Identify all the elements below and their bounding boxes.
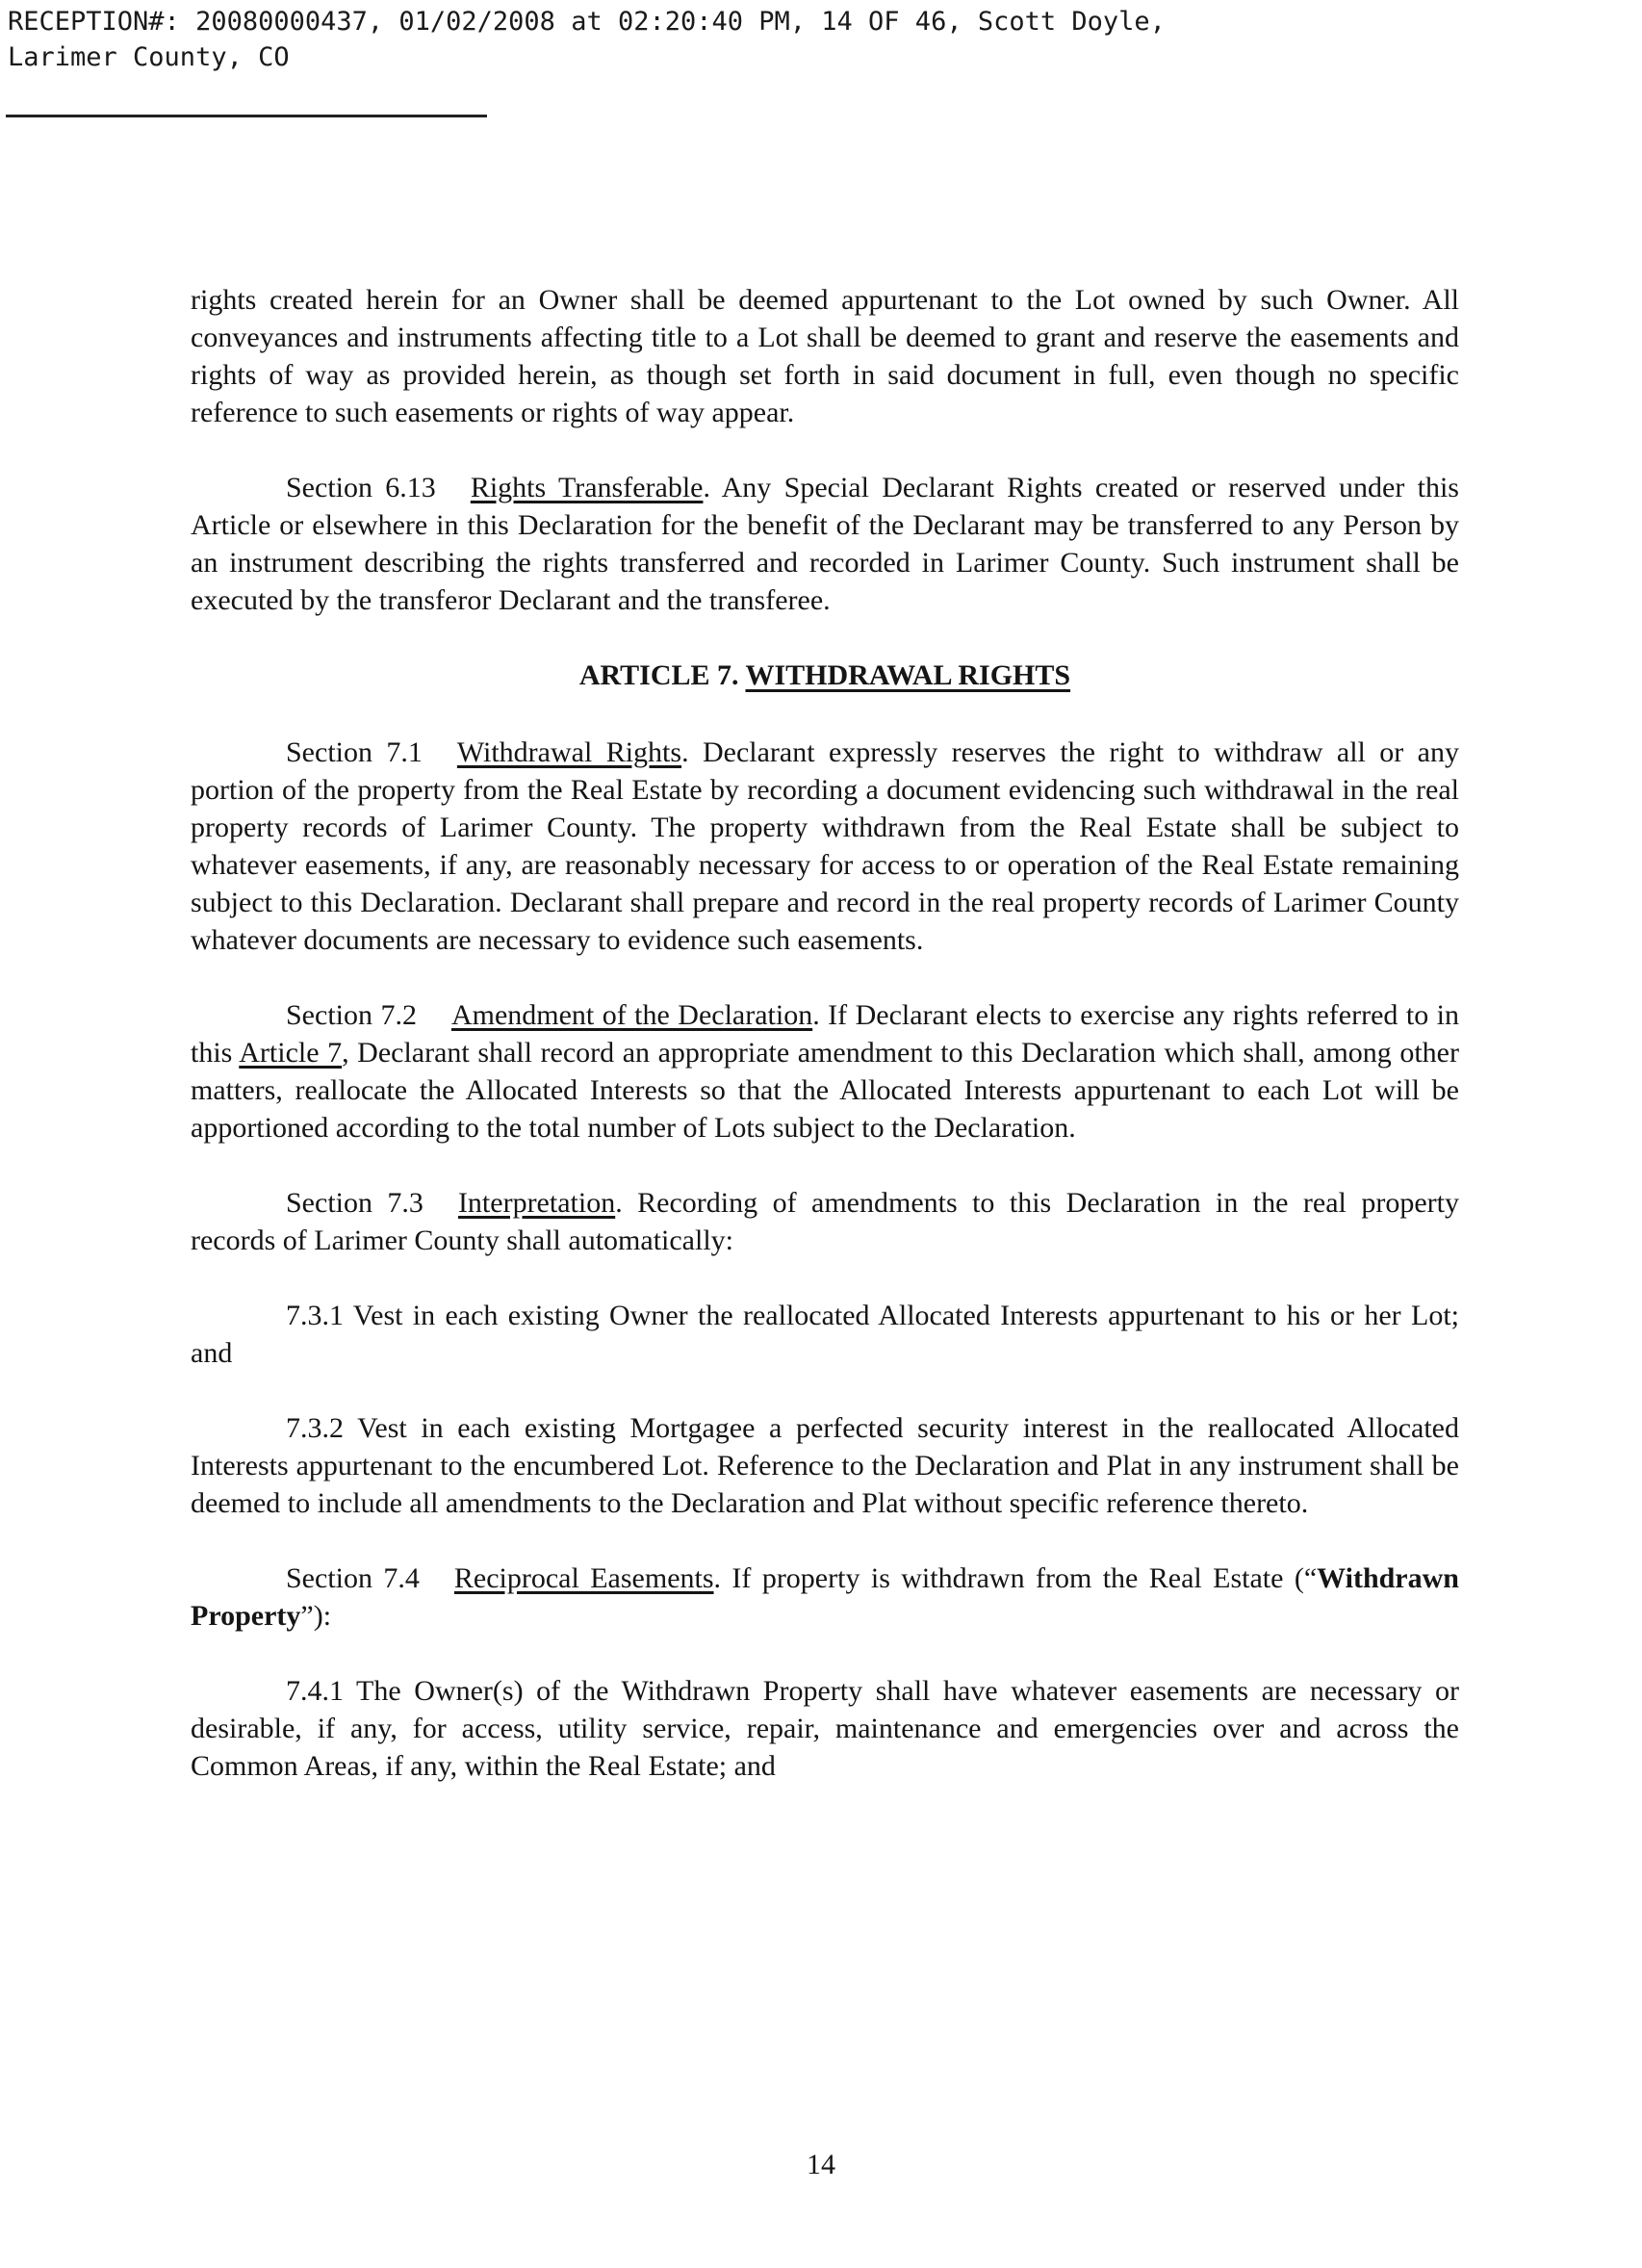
section-7-4-defined-term: Withdrawn Property (191, 1562, 1459, 1632)
section-7-2-title: Amendment of the Declaration (450, 999, 813, 1031)
section-6-13-title: Rights Transferable (470, 472, 704, 503)
section-7-1-text: . Declarant expressly reserves the right to withdraw all or any portion of the property from the Real Estate by recording a document evidencing such withdrawal in the real property records of Larimer County. The property withdrawn from the Real Estate shall be subject to whatever easements, if any, are reasonably necessary for access to or operation of the Real Estate remaining subject to this Declaration. Declarant shall prepare and record in the real property records of Larimer County whatever documents are necessary to evidence such easements. (191, 736, 1459, 956)
section-7-4-title: Reciprocal Easements (453, 1562, 714, 1594)
subsection-7-4-1: 7.4.1 The Owner(s) of the Withdrawn Property shall have whatever easements are necessary or desirable, if any, for access, utility service, repair, maintenance and emergencies over and across the Common Areas, if any, within the Real Estate; and (191, 1675, 1459, 1782)
subsection-7-3-1: 7.3.1 Vest in each existing Owner the reallocated Allocated Interests appurtenant to his or her Lot; and (191, 1300, 1459, 1369)
section-7-1-title: Withdrawal Rights (456, 736, 682, 768)
recording-stamp-line-1: RECEPTION#: 20080000437, 01/02/2008 at 02:20:40 PM, 14 OF 46, Scott Doyle, (8, 7, 1166, 37)
section-7-2 (191, 996, 1459, 1147)
section-7-3 (191, 1184, 1459, 1259)
recording-stamp (8, 4, 1166, 75)
section-7-3-title: Interpretation (457, 1187, 616, 1219)
section-7-4 (191, 1559, 1459, 1635)
section-7-2-number: Section 7.2 (286, 999, 417, 1031)
article-7-number: ARTICLE 7. (578, 659, 746, 691)
section-7-4-text-before-term: . If property is withdrawn from the Real Estate (“ (713, 1562, 1318, 1594)
section-7-4-text-after-term: ”): (300, 1600, 332, 1632)
section-7-1 (191, 734, 1459, 959)
section-7-3-number: Section 7.3 (286, 1187, 423, 1219)
section-7-2-article-reference: Article 7 (239, 1037, 343, 1069)
section-6-13 (191, 469, 1459, 619)
article-7-heading (191, 657, 1459, 694)
subsection-7-3-2: 7.3.2 Vest in each existing Mortgagee a perfected security interest in the reallocated Allocated Interests appurtenant to the encumbered Lot. Reference to the Declaration and Plat in any instrument shall be deemed to include all amendments to the Declaration and Plat without specific reference thereto. (191, 1412, 1459, 1519)
section-7-1-number: Section 7.1 (286, 736, 423, 768)
section-7-2-text-after-ref: , Declarant shall record an appropriate amendment to this Declaration which shall, among other matters, reallocate the Allocated Interests so that the Allocated Interests appurtenant to each Lot will be apportioned according to the total number of Lots subject to the Declaration. (191, 1037, 1459, 1144)
section-6-13-number: Section 6.13 (286, 472, 436, 503)
continuation-paragraph: rights created herein for an Owner shall be deemed appurtenant to the Lot owned by such Owner. All conveyances and instruments affecting title to a Lot shall be deemed to grant and reserve the easements and rights of way as provided herein, as though set forth in said document in full, even though no specific reference to such easements or rights of way appear. (191, 284, 1459, 428)
section-7-4-number: Section 7.4 (286, 1562, 420, 1594)
section-6-13-text: . Any Special Declarant Rights created or reserved under this Article or elsewhere in this Declaration for the benefit of the Declarant may be transferred to any Person by an instrument describing the rights transferred and recorded in Larimer County. Such instrument shall be executed by the transferor Declarant and the transferee. (191, 472, 1459, 616)
recording-stamp-line-2: Larimer County, CO (8, 42, 290, 72)
article-7-title: WITHDRAWAL RIGHTS (745, 659, 1071, 691)
document-body (191, 281, 1459, 1822)
section-7-2-text-before-ref: . If Declarant elects to exercise any rights referred to in this (191, 999, 1459, 1069)
stamp-divider (6, 115, 487, 117)
page-number: 14 (807, 2149, 835, 2180)
section-7-3-text: . Recording of amendments to this Declaration in the real property records of Larimer County shall automatically: (191, 1187, 1459, 1256)
